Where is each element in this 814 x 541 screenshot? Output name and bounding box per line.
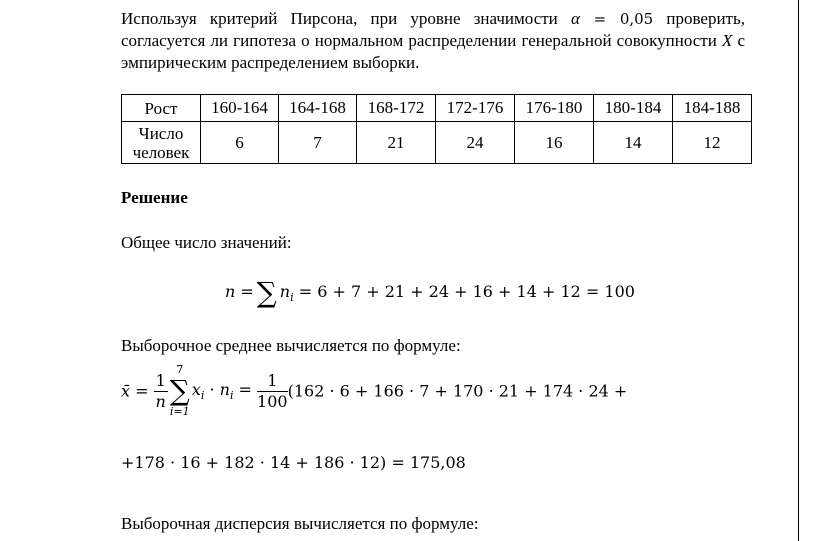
row-header-height: Рост	[122, 95, 201, 122]
count-cell: 16	[515, 122, 594, 164]
mean-equals: =	[233, 380, 258, 399]
count-cell: 6	[201, 122, 279, 164]
page-edge-line	[798, 0, 799, 541]
table-row-count	[122, 122, 752, 164]
solution-heading: Решение	[121, 188, 188, 207]
mean-sum	[170, 364, 190, 418]
total-formula-var: n	[279, 282, 291, 301]
problem-text-part1: Используя критерий Пирсона, при уровне значимости	[121, 9, 571, 28]
table-row-height	[122, 95, 752, 122]
mean-frac-numerator: 1	[155, 370, 166, 390]
total-formula-rhs: = 6 + 7 + 21 + 24 + 16 + 14 + 12 = 100	[293, 282, 635, 301]
total-label: Общее число значений:	[121, 233, 292, 252]
problem-text-part2: проверить, согласуется ли гипотеза о нормальном распределении генеральной совокупности	[121, 9, 745, 50]
mean-term-dot: ·	[204, 380, 220, 399]
mean-term-n: n	[219, 380, 230, 399]
interval-cell: 160-164	[201, 95, 279, 122]
mean-term	[191, 380, 258, 402]
interval-cell: 180-184	[594, 95, 673, 122]
sum-symbol: ∑	[169, 374, 190, 407]
mean-line1-tail: (162 · 6 + 166 · 7 + 170 · 21 + 174 · 24 +	[287, 381, 628, 401]
row-header-count: Число человек	[122, 122, 201, 164]
count-cell: 7	[279, 122, 357, 164]
mean-term-x-sub: i	[200, 389, 205, 402]
count-cell: 21	[357, 122, 436, 164]
count-cell: 24	[436, 122, 515, 164]
mean-label: Выборочное среднее вычисляется по формуле:	[121, 336, 461, 355]
total-formula	[225, 276, 635, 309]
total-formula-lhs: n =	[225, 282, 254, 301]
frequency-table	[121, 94, 752, 164]
mean-fraction-100	[257, 371, 288, 412]
mean-frac2-denominator: 100	[257, 391, 288, 411]
problem-text-part3: с эмпирическим распределением выборки.	[121, 31, 746, 72]
interval-cell: 176-180	[515, 95, 594, 122]
mean-formula	[121, 364, 627, 434]
total-formula-sub: i	[290, 291, 294, 304]
interval-cell: 184-188	[673, 95, 752, 122]
mean-formula-line2: +178 · 16 + 182 · 14 + 186 · 12) = 175,08	[121, 453, 466, 472]
problem-statement	[121, 8, 745, 74]
sum-upper-limit: 7	[176, 363, 184, 376]
count-cell: 12	[673, 122, 752, 164]
mean-lhs: x̄ =	[121, 381, 149, 401]
sum-symbol: ∑	[256, 276, 277, 309]
x-symbol: X	[721, 31, 733, 50]
sum-lower-limit: i=1	[169, 405, 190, 418]
interval-cell: 168-172	[357, 95, 436, 122]
alpha-symbol: α	[570, 9, 580, 28]
interval-cell: 172-176	[436, 95, 515, 122]
mean-frac-denominator: n	[155, 391, 166, 411]
count-cell: 14	[594, 122, 673, 164]
interval-cell: 164-168	[279, 95, 357, 122]
variance-label: Выборочная дисперсия вычисляется по формуле:	[121, 514, 479, 533]
alpha-value: = 0,05	[579, 10, 654, 28]
mean-term-n-sub: i	[229, 389, 234, 402]
mean-fraction	[154, 371, 168, 412]
mean-term-x: x	[191, 380, 201, 399]
mean-frac2-numerator: 1	[257, 371, 288, 392]
